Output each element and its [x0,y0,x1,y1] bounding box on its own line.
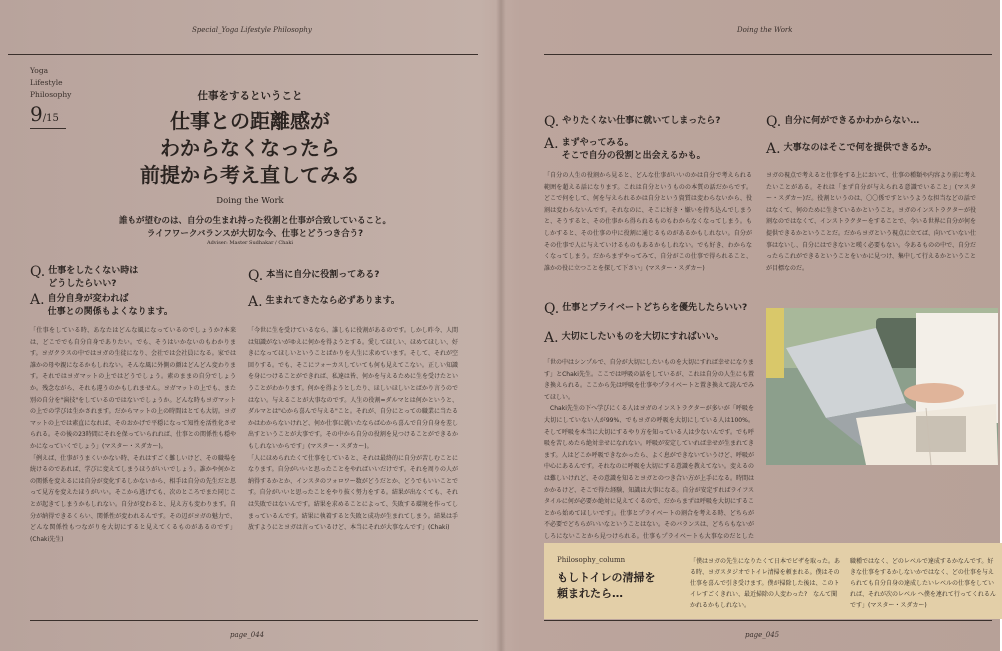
column-title-line: 頼まれたら… [557,587,623,600]
body-left-2: 「今世に生を受けているなら、誰しもに役割があるのです。しかし昨今、人間は知識がないがゆえに何かを得ようとする。愛してほしい、ほめてほしい、好きになってほしいということばかりを人生に求めています。そして、それが空回りする。でも、そこにフォーカスしていても何も見えてこない。正しい知識を身につけることができれば、私達は皆、何かを与えるために生を受けたということがわかります。何かを得ようとしたり、ほしいほしいとばかり言うのではない。与えることが大事なのです。人生の役割=ダルマとは何かというと、ダルマとは"心から喜んで与える"こと。それが、自分にとっての職業に当たるかはわからないけれど、何か仕事に就いたならば心から喜んで自分自身を差し出すということが大事です。その中から自分の役割を見つけることができるかもしれないからです」(マスター・スダカー)。 「人にほめられたくて仕事をしていると、それは最終的に自分が苦しむことになります。自分がいいと思ったことをやればいいだけです。それを周りの人が納得するかとか、インスタのフォロワー数がどうだとか、どうでもいいことです。自分がいいと思ったことをやり抜く努力をする。結果が出なくても、それは失敗ではないんです。結果を求めることによって、失敗する環境を作ってしまっているんです。結果に執着すると失敗と成功が生まれてしまう。結果は手放すようにとヨガは言っているけど、本当にそれが大事なんです」(Chaki) [248,327,459,532]
body-left-1: 「仕事をしている時、あなたはどんな風になっているのでしょうか?本来は、どこででも自分自身でありたい。でも、そうはいかないのもわかります。ヨガクラスの中ではヨガの生徒になり、会社では会社員になる。家では誰かの母や親になるかもしれない。そんな風に外側の顔はどんどん変わります。それではヨガマットの上ではどうでしょう。素のままの自分でしょうか。残念ながら、それも違うのかもしれません。ヨガマットの上でも、また別の自分を"演技"をしているのではないでしょうか。どんな時もヨガマットの上での学びは生かされます。だからマットの上の時間はとても大切。ヨガマットの上では素直になれば、そのおかげで平穏になって知性を活性化させられる。その後の23時間にそれを保っていられれば、仕事との関係性も穏やかになっていくでしょう」(マスター・スダカー)。 「例えば、仕事がうまくいかない時、それはすごく難しいけど、その職場を続けるのであれば、学びに変えてしまうほうがいいでしょう。誰かや何かとの関係を変えるには自分が変化するしかないから、相手は自分の先生だと思って見方を変えたほうがいい。そこから逃げても、次のところでまた同じことが起きてしまうかもしれない。自分が変わると、見え方も変わります。自分が納得できるくらい、関係性が変われるんです。その辺がヨガの魅力で、どんな関係性もつながりを大切にすると見えてくるものがあるのです」(Chaki先生) [30,327,236,543]
question-text: 仕事とプライベートどちらを優先したらいい? [562,303,748,313]
column-body-1: 「僕はヨガの先生になりたくて日本でビザを取った。ある時、ヨガスタジオでトイレ清掃を頼まれる。僕はその仕事を喜んで引き受けます。僕が掃除した後は、このトイレすごくきれい、最近掃除の人変わった? なんて聞かれるかもしれない。 [690,558,841,609]
lead-line-1: 誰もが望むのは、自分の生まれ持った役割と仕事が合致していること。 [118,216,391,226]
a-mark: A. [544,330,559,346]
q-mark: Q. [30,264,46,280]
photo-laptop-book [766,308,998,465]
running-header-left: Special_Yoga Lifestyle Philosophy [192,26,312,34]
article-headline [110,108,390,189]
question-left-2 [248,269,468,283]
headline-line-2: わからなくなったら [160,136,340,160]
a-mark: A. [30,292,45,308]
question-text: 本当に自分に役割ってある? [266,270,380,280]
question-text: 仕事をしたくない時は [48,266,139,276]
bottom-rule-right [544,620,992,621]
q-mark: Q. [544,114,560,130]
a-mark: A. [766,141,781,157]
bottom-rule-left [30,620,478,621]
answer-text: そこで自分の役割と出会えるかも。 [561,151,706,161]
article-kicker: 仕事をするということ [197,90,303,102]
body-right-3: 「世の中はシンプルで、自分が大切にしたいものを大切にすれば幸せになります」とChaki先生。ここでは呼吸の話をしているが、これは自分の人生にも置き換えられる。ここから先は呼吸を仕事やプライベートと置き換えて読んでみてほしい。 Chaki先生の下へ学びにくる人はヨガのインストラクターが多いが「呼吸を大切にしていない人が99%、でもヨガの呼吸を大切にしている人は100%。そして呼吸を本当に大切にするやり方を知っている人は少ないんです。でも呼吸を苦しめたら絶対幸せになれない。呼吸が安定していれば幸せが生まれてきます。人はどこか呼吸できなかったら、よく息ができないていうけど、呼吸が中心にあるんです。それなのに呼吸を大切にする意識を教えてない。変えるのは難しいけれど、その意識を知るとヨガとのつき合い方が上手になる。時間はかかるけど、そこで得た経験、知識は大事になる。自分が安定すればライフスタイルに何が必要か絶対に見えてくるので、だからまずは呼吸を大切にすることから始めてほしいです」。仕事とプライベートの割合を考える時、どちらが不必要でどちらがいいなということはない。そのバランスは、どちらもないがしろにないことから見つけられる。仕事もプライベートも大事なのだとした [544,359,755,540]
folio-right: page_045 [745,631,780,639]
headline-line-1: 仕事との距離感が [170,109,330,133]
body-right-2: ヨガの視点で考えると仕事をする上において、仕事の種類や内容より前に考えたいことがある。それは「まず自分が与えられる意識でいること」(マスター・スダカー)だ。役割というのは、〇〇係ですというような担当などの話ではなくて、何のために生きているかということ。ヨガのインストラクターが役割なのではなくて、インストラクターをすることで、今いる世界に自分が何を提供できるかということだ。だからヨガという視点に立てば、向いていない仕事はないし、自分にはできないと嘆く必要もない。今あるものの中で、自分だったらこれができるということをいかに見つけ、集中して行えるかということが目標なのだ。 [766,172,977,272]
question-right-2 [766,115,986,129]
answer-right-1 [544,137,754,163]
question-text: やりたくない仕事に就いてしまったら? [562,116,721,126]
answer-text: 大切にしたいものを大切にすればいい。 [561,332,724,342]
column-title [557,570,655,602]
answer-text: 自分自身が変われば [47,294,129,304]
answer-text: まずやってみる。 [561,138,634,148]
folio-left: page_044 [230,631,265,639]
series-label [30,65,71,101]
series-line-2: Lifestyle [30,78,63,87]
body-right-1: 「自分の人生の役割から見ると、どんな仕事がいいのかは自分で考えられる範囲を超える話になります。これは自分というものの本質の話だからです。どこで何をして、何を与えられるかは自分という資質は変わらないから、役割は変わらないんです。それなのに、そこに好き・嫌いを持ち込んでしまうと、そうすると、その仕事から得られるものもわからなくなってしまう。もしかすると、その仕事の中に役割に通じるものがあるかもしれない。自分がその仕事で人に与えていけるものもあるかもしれない。でも好き、わからなくなってしまう。だからまずやってみて、自分がこの仕事で得られること、誰かの役に立つことを探して下さい」(マスター・スダカー) [544,172,752,272]
answer-right-2 [766,142,986,156]
series-line-1: Yoga [30,66,49,75]
q-mark: Q. [766,114,782,130]
article-lead [90,215,420,241]
headline-line-3: 前提から考え直してみる [140,163,360,187]
series-rule [30,128,66,129]
column-body-2: 職種ではなく、どのレベルで達成するかなんです。好きな仕事をするかしないかではなく、どの仕事を与えられても自分自身の達成したいレベルの仕事をしていれば、それが次のレベル へ僕を連れて行ってくれるんです」(マスター・スダカー) [850,558,996,609]
laptop-book-illustration [766,308,998,465]
question-text: 自分に何ができるかわからない… [784,116,920,126]
column-title-line: もしトイレの清掃を [557,571,656,584]
question-right-1 [544,115,754,129]
lead-line-2: ライフワークバランスが大切な今、仕事とどうつき合う? [146,229,364,239]
question-right-3 [544,302,764,316]
q-mark: Q. [544,301,560,317]
top-rule-left [8,54,478,55]
series-page: 9 [30,102,43,126]
adviser-credit: Adviser: Master Sudhakar / Chaki [206,240,293,246]
answer-text: 仕事との関係もよくなります。 [47,307,173,317]
running-header-right: Doing the Work [737,26,793,34]
a-mark: A. [248,294,263,310]
answer-left-2 [248,295,468,309]
top-rule-right [544,54,992,55]
page-gutter [496,0,506,651]
answer-right-3 [544,331,764,345]
answer-text: 大事なのはそこで何を提供できるか。 [783,143,937,153]
question-left-1 [30,265,230,291]
q-mark: Q. [248,268,264,284]
series-line-3: Philosophy [30,90,72,99]
question-text: どうしたらいい? [48,279,117,289]
a-mark: A. [544,136,559,152]
answer-text: 生まれてきたなら必ずあります。 [265,296,400,306]
answer-left-1 [30,293,230,319]
series-page-count [30,102,59,126]
column-tag: Philosophy_column [557,556,626,564]
section-subtitle: Doing the Work [216,196,284,206]
series-total: /15 [42,113,59,124]
